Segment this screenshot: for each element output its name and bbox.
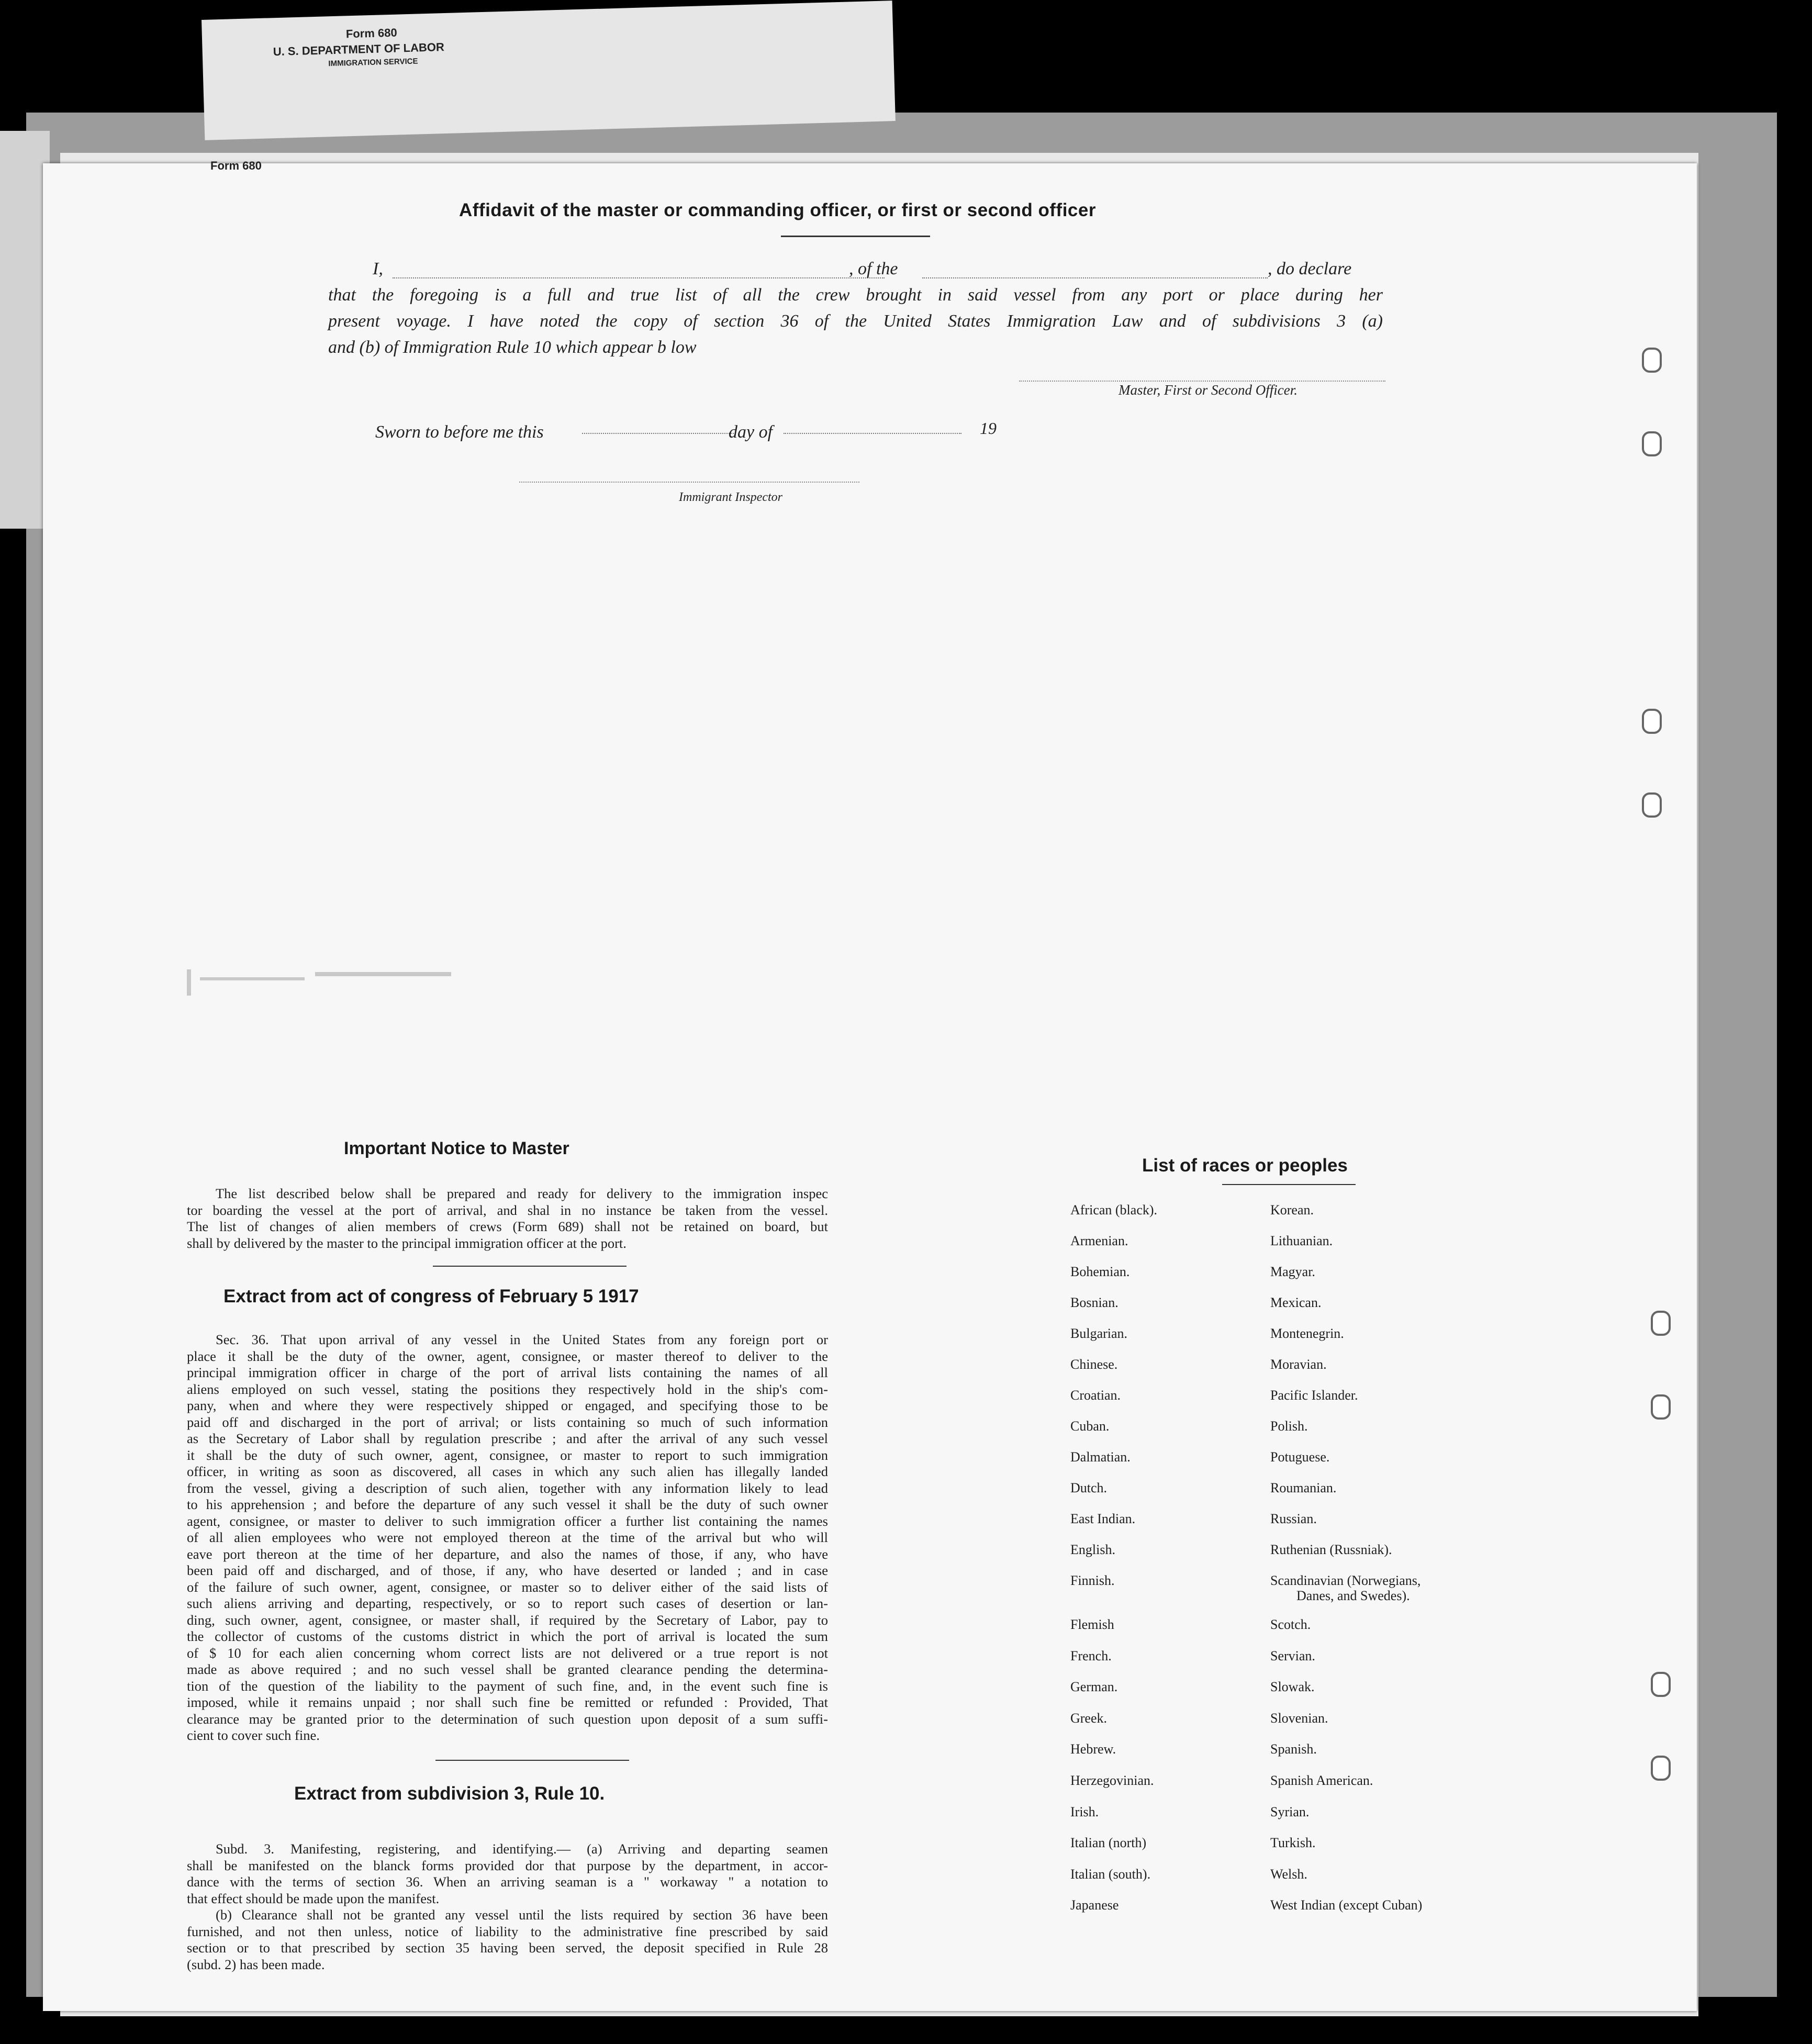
act-line: tion of the question of the liability to the payment of such fine, and, in the event such fine is	[187, 1678, 828, 1694]
rule-line: section or to that prescribed by section 35 having been served, the deposit specified in Rule 28	[187, 1940, 828, 1956]
race-right: West Indian (except Cuban)	[1270, 1897, 1423, 1913]
act-line: of the failure of such owner, agent, consignee, or master so to deliver either of the said lists of	[187, 1579, 828, 1595]
act-line: officer, in writing as soon as discovered, all cases in which any such alien has illegally landed	[187, 1464, 828, 1479]
scan-mark	[187, 969, 191, 996]
affidavit-line-4: and (b) of Immigration Rule 10 which appear b low	[328, 338, 697, 357]
race-right: Montenegrin.	[1270, 1326, 1344, 1341]
top-back-sheet	[202, 1, 896, 140]
act-line: clearance may be granted prior to the determination of such question upon deposit of a sum suffi-	[187, 1711, 828, 1727]
binder-hole	[1651, 1311, 1671, 1336]
left-edge-sheet	[0, 131, 50, 529]
binder-hole	[1642, 709, 1662, 734]
act-line: eave port thereon at the time of her departure, and also the names of those, if any, who have	[187, 1546, 828, 1562]
race-right: Magyar.	[1270, 1264, 1315, 1279]
notice-line: shall by delivered by the master to the principal immigration officer at the port.	[187, 1235, 627, 1251]
race-left: Dalmatian.	[1070, 1449, 1131, 1465]
act-line: ding, such owner, agent, consignee, or master shall, if required by the Secretary of Labor, pay to	[187, 1612, 828, 1628]
act-rule	[435, 1760, 629, 1761]
act-line: principal immigration officer in charge of the port of arrival lists containing the names of all	[187, 1365, 828, 1380]
inspector-label: Immigrant Inspector	[679, 490, 782, 504]
vessel-blank[interactable]	[922, 277, 1268, 278]
act-line: it shall be the duty of such owner, agent, consignee, or master to report to such immigration	[187, 1447, 828, 1463]
binder-hole	[1642, 431, 1662, 456]
act-line: of $ 10 for each alien concerning whom correct lists are not delivered or a true report is not	[187, 1645, 828, 1661]
scan-mark	[315, 972, 451, 976]
rule-line: dance with the terms of section 36. When an arriving seaman is a " workaway " a notation to	[187, 1874, 828, 1890]
race-left: Bosnian.	[1070, 1295, 1118, 1310]
inspector-signature-line[interactable]	[519, 482, 859, 483]
affidavit-of-the: , of the	[849, 259, 898, 278]
race-right: Pacific Islander.	[1270, 1388, 1358, 1403]
affidavit-line-3: present voyage. I have noted the copy of section 36 of the United States Immigration Law and of subdivisions 3 (a)	[328, 311, 1383, 331]
race-left: Armenian.	[1070, 1233, 1128, 1248]
race-left: German.	[1070, 1679, 1118, 1694]
rule-line: that effect should be made upon the manifest.	[187, 1890, 440, 1906]
race-right: Danes, and Swedes).	[1296, 1588, 1410, 1603]
day-blank[interactable]	[582, 433, 734, 434]
race-right: Welsh.	[1270, 1867, 1307, 1882]
notice-line: The list of changes of alien members of crews (Form 689) shall not be retained on board, but	[187, 1219, 828, 1234]
affidavit-do-declare: , do declare	[1268, 259, 1352, 278]
notice-title: Important Notice to Master	[344, 1138, 569, 1158]
master-signature-line[interactable]	[1019, 381, 1385, 382]
act-line: been paid off and discharged, and of those, if any, who have deserted or landed ; and in case	[187, 1562, 828, 1578]
day-of-label: day of	[729, 422, 773, 442]
race-right: Ruthenian (Russniak).	[1270, 1542, 1392, 1557]
affidavit-I: I,	[373, 259, 383, 278]
act-text	[187, 1332, 828, 1744]
binder-hole	[1642, 792, 1662, 818]
act-line: Sec. 36. That upon arrival of any vessel in the United States from any foreign port or	[216, 1332, 828, 1347]
form-page	[43, 159, 1697, 2011]
notice-line: tor boarding the vessel at the port of arrival, and shal in no instance be taken from the vessel.	[187, 1202, 828, 1218]
race-right: Scandinavian (Norwegians,	[1270, 1573, 1421, 1588]
rule-line: Subd. 3. Manifesting, registering, and identifying.— (a) Arriving and departing seamen	[216, 1841, 828, 1857]
notice-rule	[433, 1266, 627, 1267]
race-left: Italian (south).	[1070, 1867, 1151, 1882]
rule-line: (subd. 2) has been made.	[187, 1956, 325, 1972]
rule-line: shall be manifested on the blanck forms provided dor that purpose by the department, in accor-	[187, 1857, 828, 1873]
act-line: paid off and discharged in the port of arrival; or lists containing so much of such information	[187, 1414, 828, 1430]
act-line: the collector of customs of the customs district in which the port of arrival is located the sum	[187, 1628, 828, 1644]
race-left: Herzegovinian.	[1070, 1773, 1154, 1788]
title-rule	[781, 236, 930, 237]
notice-line: The list described below shall be prepared and ready for delivery to the immigration inspec	[216, 1186, 828, 1201]
act-line: of all alien employees who were not employed thereon at the time of the arrival but who will	[187, 1529, 828, 1545]
race-left: French.	[1070, 1648, 1112, 1663]
race-right: Turkish.	[1270, 1835, 1316, 1850]
act-line: cient to cover such fine.	[187, 1727, 320, 1743]
act-line: as the Secretary of Labor shall by regulation prescribe ; and after the arrival of any such vessel	[187, 1431, 828, 1446]
race-left: Cuban.	[1070, 1418, 1110, 1434]
race-left: Croatian.	[1070, 1388, 1121, 1403]
binder-hole	[1642, 348, 1662, 373]
act-line: place it shall be the duty of the owner, agent, consignee, or master thereof to deliver to the	[187, 1348, 828, 1364]
race-left: Dutch.	[1070, 1480, 1108, 1495]
race-right: Potuguese.	[1270, 1449, 1330, 1465]
affidavit-title: Affidavit of the master or commanding officer, or first or second officer	[459, 200, 1096, 220]
master-signature-label: Master, First or Second Officer.	[1118, 382, 1298, 398]
races-title: List of races or peoples	[1142, 1155, 1348, 1176]
scan-mark	[200, 977, 305, 980]
race-right: Russian.	[1270, 1511, 1317, 1526]
race-right: Mexican.	[1270, 1295, 1322, 1310]
races-underline	[1222, 1184, 1356, 1185]
race-right: Slovenian.	[1270, 1711, 1328, 1726]
race-left: Flemish	[1070, 1617, 1114, 1632]
name-blank[interactable]	[393, 277, 885, 278]
race-right: Spanish.	[1270, 1741, 1317, 1757]
rule-line: furnished, and not then unless, notice of liability to the administrative fine prescribed by said	[187, 1923, 828, 1939]
race-right: Korean.	[1270, 1202, 1314, 1218]
act-line: to his apprehension ; and before the departure of any such vessel it shall be the duty of such owner	[187, 1496, 828, 1512]
back-department: U. S. DEPARTMENT OF LABOR	[273, 40, 445, 59]
race-right: Roumanian.	[1270, 1480, 1337, 1495]
act-line: imposed, while it remains unpaid ; nor shall such fine be remitted or refunded : Provided, That	[187, 1694, 828, 1710]
rule-title: Extract from subdivision 3, Rule 10.	[294, 1783, 605, 1804]
race-left: Chinese.	[1070, 1357, 1118, 1372]
race-right: Servian.	[1270, 1648, 1315, 1663]
race-left: English.	[1070, 1542, 1115, 1557]
race-right: Slowak.	[1270, 1679, 1315, 1694]
act-line: aliens employed on such vessel, stating the positions they respectively hold in the ship's com-	[187, 1381, 828, 1397]
race-left: Italian (north)	[1070, 1835, 1147, 1850]
race-right: Scotch.	[1270, 1617, 1311, 1632]
back-service: IMMIGRATION SERVICE	[328, 57, 418, 69]
race-left: Finnish.	[1070, 1573, 1115, 1588]
act-line: from the vessel, giving a description of such alien, together with any information likely to lead	[187, 1480, 828, 1496]
race-right: Syrian.	[1270, 1804, 1310, 1819]
binder-hole	[1651, 1756, 1671, 1781]
notice-text	[187, 1186, 828, 1252]
main-form-label: Form 680	[210, 159, 262, 172]
act-title: Extract from act of congress of February 5 1917	[223, 1286, 639, 1306]
act-line: pany, when and where they were respectively shipped or engaged, and specifying those to be	[187, 1398, 828, 1413]
race-right: Moravian.	[1270, 1357, 1327, 1372]
race-right: Spanish American.	[1270, 1773, 1373, 1788]
race-right: Polish.	[1270, 1418, 1308, 1434]
binder-hole	[1651, 1394, 1671, 1420]
race-left: East Indian.	[1070, 1511, 1136, 1526]
race-left: Hebrew.	[1070, 1741, 1116, 1757]
race-left: Japanese	[1070, 1897, 1119, 1913]
back-form-label: Form 680	[345, 26, 397, 41]
binder-hole	[1651, 1672, 1671, 1697]
race-left: Bulgarian.	[1070, 1326, 1128, 1341]
year-prefix: 19	[980, 419, 997, 438]
month-blank[interactable]	[784, 433, 961, 434]
race-left: African (black).	[1070, 1202, 1158, 1218]
race-left: Bohemian.	[1070, 1264, 1130, 1279]
race-left: Greek.	[1070, 1711, 1108, 1726]
sworn-label: Sworn to before me this	[375, 422, 544, 442]
act-line: such aliens arriving and departing, respectively, or so to report such cases of desertion or lan-	[187, 1595, 828, 1611]
rule-text	[187, 1841, 828, 1973]
act-line: agent, consignee, or master to deliver to such immigration officer a further list containing the names	[187, 1513, 828, 1529]
race-right: Lithuanian.	[1270, 1233, 1333, 1248]
race-left: Irish.	[1070, 1804, 1099, 1819]
rule-line: (b) Clearance shall not be granted any vessel until the lists required by section 36 have been	[216, 1907, 828, 1923]
affidavit-line-2: that the foregoing is a full and true list of all the crew brought in said vessel from any port or place during her	[328, 285, 1383, 305]
act-line: made as above required ; and no such vessel shall be granted clearance pending the determina-	[187, 1661, 828, 1677]
